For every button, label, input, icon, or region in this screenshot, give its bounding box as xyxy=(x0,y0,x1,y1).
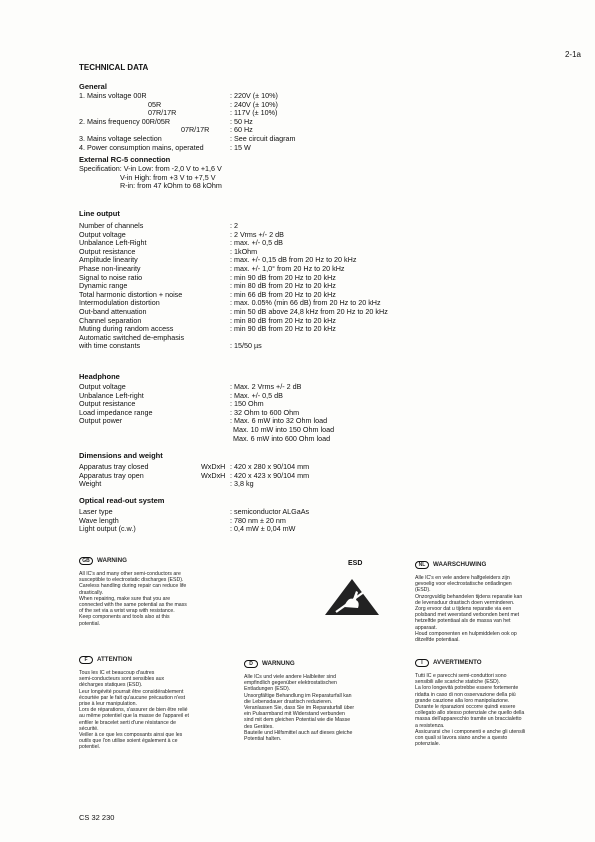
spec-label: 07R/17R xyxy=(181,125,210,135)
warning-line: décharges statiques (ESD). xyxy=(79,682,143,689)
warning-line: Lors de réparations, s'assurer de bien être relié xyxy=(79,707,188,714)
spec-value: : 220V (± 10%) xyxy=(230,91,278,100)
spec-value: : Max. +/- 0,5 dB xyxy=(230,390,283,400)
warning-d xyxy=(244,660,354,742)
spec-value: : min 80 dB from 20 Hz to 20 kHz xyxy=(230,315,336,325)
language-badge-icon: D xyxy=(244,660,258,668)
spec-label: Muting during random access xyxy=(79,324,174,334)
spec-value: : min 80 dB from 20 Hz to 20 kHz xyxy=(230,281,336,291)
spec-value: : 780 nm ± 20 nm xyxy=(230,515,286,525)
warning-title: AVVERTIMENTO xyxy=(433,658,482,666)
language-badge-icon: F xyxy=(79,656,93,664)
rc5-heading: External RC-5 connection xyxy=(79,155,171,164)
spec-value: : 15 W xyxy=(230,142,251,152)
warning-title: WARNING xyxy=(97,556,127,564)
warning-line: susceptible to electrostatic discharges (ESD). xyxy=(79,577,184,584)
spec-value: : 2 Vrms +/- 2 dB xyxy=(230,229,284,239)
document-code: CS 32 230 xyxy=(79,813,115,822)
warning-line: Durante le riparazioni occorre quindi essere xyxy=(415,704,516,711)
warning-line: enfiler le bracelet serti d'une résistance de xyxy=(79,719,177,726)
warning-line: empfindlich gegenüber elektrostatischen xyxy=(244,680,337,687)
spec-label: 4. Power consumption mains, operated xyxy=(79,142,204,152)
spec-unit: WxDxH xyxy=(201,462,226,471)
page-title: TECHNICAL DATA xyxy=(79,63,149,72)
warning-line: de levensduur drastisch doen verminderen. xyxy=(415,599,515,606)
warning-title: WARNUNG xyxy=(262,659,295,667)
spec-value: : max. +/- 0,15 dB from 20 Hz to 20 kHz xyxy=(230,255,357,265)
spec-label: 07R/17R xyxy=(148,108,177,118)
spec-label: Output voltage xyxy=(79,382,126,391)
spec-label: Number of channels xyxy=(79,221,144,230)
spec-label: Output voltage xyxy=(79,229,126,239)
warning-line: Leur longévité pourrait être considérablement xyxy=(79,688,184,695)
warning-line: ditzelfde potentiaal. xyxy=(415,637,460,644)
spec-label: with time constants xyxy=(79,341,141,351)
warning-line: hetzelfde potentiaal als de massa van het xyxy=(415,618,511,625)
spec-value: : Max. 2 Vrms +/- 2 dB xyxy=(230,382,302,391)
warning-line: prise à leur manipulation. xyxy=(79,701,137,708)
warning-line: Entladungen (ESD). xyxy=(244,686,291,693)
spec-value: : 32 Ohm to 600 Ohm xyxy=(230,407,300,417)
warning-line: a resistenza. xyxy=(415,722,445,729)
spec-value: : 60 Hz xyxy=(230,125,253,135)
warning-line: apparaat. xyxy=(415,624,437,631)
spec-label: Laser type xyxy=(79,507,113,516)
warning-header xyxy=(79,656,189,664)
warning-line: sécurité. xyxy=(79,725,99,732)
spec-value: : 1kOhm xyxy=(230,246,258,256)
warning-line: outils que l'on utilise soient également à ce xyxy=(79,738,178,745)
warning-line: collegato allo stesso potenziale che quello della xyxy=(415,710,525,717)
warning-title: ATTENTION xyxy=(97,655,132,663)
warning-header xyxy=(79,557,187,565)
spec-label: Unbalance Left-Right xyxy=(79,238,147,248)
warning-line: drastically. xyxy=(79,589,104,596)
spec-value: : 240V (± 10%) xyxy=(230,99,278,109)
warning-line: All IC's and many other semi-conductors are xyxy=(79,571,181,577)
spec-label: Out-band attenuation xyxy=(79,306,147,316)
general-heading: General xyxy=(79,82,107,91)
spec-value: : See circuit diagram xyxy=(230,133,296,143)
esd-label: ESD xyxy=(348,560,363,567)
spec-label: Phase non-linearity xyxy=(79,263,141,273)
spec-value: : 420 x 423 x 90/104 mm xyxy=(230,470,310,480)
warning-line: Careless handling during repair can reduce life xyxy=(79,583,187,590)
warning-line: polsband met weerstand verbonden bent met xyxy=(415,612,520,619)
spec-value: : 3,8 kg xyxy=(230,479,254,489)
spec-value: : 150 Ohm xyxy=(230,399,264,409)
optical-heading: Optical read-out system xyxy=(79,496,165,505)
warning-line: Tous les IC et beaucoup d'autres xyxy=(79,670,155,676)
headphone-heading: Headphone xyxy=(79,372,120,381)
spec-value: : 117V (± 10%) xyxy=(230,108,278,118)
warning-line: Unsorgfältige Behandlung im Reparaturfall kan xyxy=(244,692,352,699)
spec-value: : max. +/- 0,5 dB xyxy=(230,238,283,248)
warning-header xyxy=(244,660,354,668)
spec-value: : max. +/- 1,0° from 20 Hz to 20 kHz xyxy=(230,263,345,273)
warning-title: WAARSCHUWING xyxy=(433,560,487,568)
warning-line: Potential halten. xyxy=(244,736,282,743)
spec-label: Automatic switched de-emphasis xyxy=(79,332,185,342)
warning-line: ein Pulsarmband mit Widerstand verbunden xyxy=(244,711,345,718)
spec-label: Weight xyxy=(79,479,102,489)
warning-line: Veiller à ce que les composants ainsi que les xyxy=(79,732,183,739)
warning-line: potenziale. xyxy=(415,741,441,748)
warning-line: des Gerätes. xyxy=(244,723,274,730)
spec-label: Amplitude linearity xyxy=(79,255,138,265)
rc5-line: V-in High: from +3 V to +7,5 V xyxy=(120,172,216,182)
spec-value: : 420 x 280 x 90/104 mm xyxy=(230,462,310,471)
warning-i xyxy=(415,659,525,747)
rc5-line: R-in: from 47 kOhm to 68 kOhm xyxy=(120,181,222,191)
warning-line: grande cauzione alla loro manipolazione. xyxy=(415,697,510,704)
warning-line: Keep components and tools also at this xyxy=(79,614,170,621)
spec-value: : min 66 dB from 20 Hz to 20 kHz xyxy=(230,289,336,299)
spec-value: : 0,4 mW ± 0,04 mW xyxy=(230,524,296,534)
spec-value: : min 90 dB from 20 Hz to 20 kHz xyxy=(230,324,336,334)
language-badge-icon: GB xyxy=(79,557,93,565)
spec-label: Intermodulation distortion xyxy=(79,298,160,308)
warning-line: Houd componenten en hulpmiddelen ook op xyxy=(415,630,517,637)
page-number: 2-1a xyxy=(564,50,581,59)
spec-unit: WxDxH xyxy=(201,470,226,480)
spec-label: 05R xyxy=(148,99,162,109)
spec-label: Output resistance xyxy=(79,399,136,409)
warning-line: (ESD). xyxy=(415,587,431,594)
warning-line: ridatta in caso di non osservazione della più xyxy=(415,691,516,698)
language-badge-icon: I xyxy=(415,659,429,667)
warning-line: Alle IC's en vele andere halfgeleiders zijn xyxy=(415,575,510,581)
warning-line: Tutti IC e parecchi semi-conduttori sono xyxy=(415,673,507,679)
warning-line: semi-conducteurs sont sensibles aux xyxy=(79,676,165,683)
spec-label: Channel separation xyxy=(79,315,142,325)
warning-line: potential. xyxy=(79,620,101,627)
spec-value: Max. 6 mW into 600 Ohm load xyxy=(233,433,331,443)
spec-label: Total harmonic distortion + noise xyxy=(79,289,183,299)
warning-line: Bauteile und Hilfsmittel auch auf dieses gleiche xyxy=(244,729,353,736)
rc5-line: Specification: V-in Low: from -2,0 V to +1,6 V xyxy=(79,164,222,173)
spec-label: Apparatus tray open xyxy=(79,470,144,480)
warning-header xyxy=(415,561,522,569)
spec-label: Output power xyxy=(79,416,123,426)
warning-line: massa dell'apparecchio tramite un braccialetto xyxy=(415,716,522,723)
spec-value: : semiconductor ALGaAs xyxy=(230,507,310,516)
warning-line: die Lebensdauer drastisch reduzieren. xyxy=(244,698,333,705)
spec-value: : min 50 dB above 24,8 kHz from 20 Hz to 20 kHz xyxy=(230,306,388,316)
dimensions-heading: Dimensions and weight xyxy=(79,451,163,460)
warning-line: sind mit dem gleichen Potential wie die Masse xyxy=(244,717,351,724)
spec-value: : max. 0.05% (min 66 dB) from 20 Hz to 20 kHz xyxy=(230,298,381,308)
language-badge-icon: NL xyxy=(415,561,429,569)
esd-warning-icon xyxy=(322,577,382,617)
spec-label: Wave length xyxy=(79,515,119,525)
warning-line: Assicurarsi che i componenti e anche gli utensili xyxy=(415,728,526,735)
spec-label: Unbalance Left-right xyxy=(79,390,144,400)
warning-line: Zorg ervoor dat u tijdens reparatie via een xyxy=(415,606,512,613)
warning-f xyxy=(79,656,189,751)
spec-label: 2. Mains frequency 00R/05R xyxy=(79,116,171,126)
spec-value: : 15/50 µs xyxy=(230,341,262,351)
warning-line: au même potentiel que la masse de l'appareil et xyxy=(79,713,189,720)
warning-line: Veranlassen Sie, dass Sie im Reparaturfall über xyxy=(244,705,355,712)
warning-line: Alle ICs und viele andere Halbleiter sind xyxy=(244,674,336,680)
warning-line: sensibili alle scariche statiche (ESD). xyxy=(415,679,501,686)
spec-value: : 2 xyxy=(230,221,238,230)
spec-value: : 50 Hz xyxy=(230,116,253,126)
warning-line: Onzorgvuldig behandelen tijdens reparatie kan xyxy=(415,593,523,600)
spec-label: Load impedance range xyxy=(79,407,153,417)
line-output-heading: Line output xyxy=(79,209,120,218)
warning-header xyxy=(415,659,525,667)
spec-label: 3. Mains voltage selection xyxy=(79,133,162,143)
warning-line: When repairing, make sure that you are xyxy=(79,595,171,602)
spec-label: Apparatus tray closed xyxy=(79,462,149,471)
warning-line: La loro longevità potrebbe essere fortemente xyxy=(415,685,519,692)
warning-line: con quali si lavora siano anche a questo xyxy=(415,735,508,742)
spec-label: Signal to noise ratio xyxy=(79,272,143,282)
spec-label: 1. Mains voltage 00R xyxy=(79,91,147,100)
warning-line: connected with the same potential as the mass xyxy=(79,602,187,609)
spec-label: Light output (c.w.) xyxy=(79,524,136,534)
spec-value: : min 90 dB from 20 Hz to 20 kHz xyxy=(230,272,336,282)
spec-value: Max. 10 mW into 150 Ohm load xyxy=(233,424,335,434)
warning-nl xyxy=(415,561,522,643)
warning-line: of the set via a wrist wrap with resistance. xyxy=(79,608,175,615)
spec-value: : Max. 6 mW into 32 Ohm load xyxy=(230,416,328,426)
warning-line: gevoelig voor electrostatische ontladingen xyxy=(415,581,512,588)
warning-line: écourtée par le fait qu'aucune précaution n'est xyxy=(79,694,186,701)
spec-label: Dynamic range xyxy=(79,281,128,291)
spec-label: Output resistance xyxy=(79,246,136,256)
warning-line: potentiel. xyxy=(79,744,101,751)
warning-gb xyxy=(79,557,187,627)
